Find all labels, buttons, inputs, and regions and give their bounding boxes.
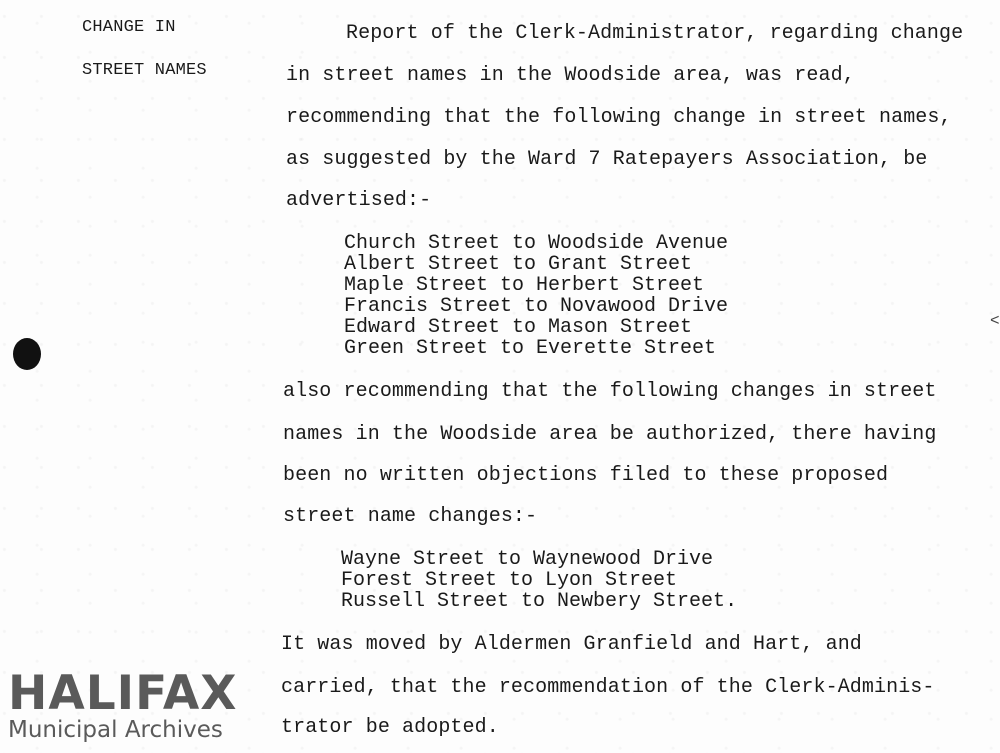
edge-mark: <	[990, 312, 1000, 330]
authorized-change-item: Forest Street to Lyon Street	[341, 569, 678, 592]
binder-punch-hole	[13, 338, 41, 370]
margin-heading-line-1: CHANGE IN	[82, 18, 176, 37]
paragraph1-line: advertised:-	[286, 189, 432, 212]
authorized-change-item: Wayne Street to Waynewood Drive	[341, 548, 714, 571]
watermark-subtitle: Municipal Archives	[8, 717, 223, 743]
paragraph2-line: been no written objections filed to these proposed	[283, 464, 889, 487]
advertised-change-item: Green Street to Everette Street	[344, 337, 717, 360]
paragraph2-line: names in the Woodside area be authorized, there having	[283, 423, 937, 446]
paragraph3-line: It was moved by Aldermen Granfield and Hart, and	[281, 633, 862, 656]
advertised-change-item: Maple Street to Herbert Street	[344, 274, 705, 297]
margin-heading-line-2: STREET NAMES	[82, 61, 207, 80]
paragraph1-line: recommending that the following change in street names,	[286, 106, 952, 129]
advertised-change-item: Albert Street to Grant Street	[344, 253, 693, 276]
paragraph1-line: Report of the Clerk-Administrator, regarding change	[346, 22, 964, 45]
advertised-change-item: Church Street to Woodside Avenue	[344, 232, 729, 255]
paragraph1-line: as suggested by the Ward 7 Ratepayers Association, be	[286, 148, 928, 171]
paragraph1-line: in street names in the Woodside area, was read,	[286, 64, 855, 87]
watermark-title: HALIFAX	[8, 666, 238, 721]
authorized-change-item: Russell Street to Newbery Street.	[341, 590, 738, 613]
advertised-change-item: Edward Street to Mason Street	[344, 316, 693, 339]
paragraph2-line: also recommending that the following changes in street	[283, 380, 937, 403]
paragraph3-line: trator be adopted.	[281, 716, 499, 739]
archives-watermark-logo	[8, 666, 238, 744]
paragraph2-line: street name changes:-	[283, 505, 538, 528]
advertised-change-item: Francis Street to Novawood Drive	[344, 295, 729, 318]
paragraph3-line: carried, that the recommendation of the Clerk-Adminis-	[281, 676, 935, 699]
